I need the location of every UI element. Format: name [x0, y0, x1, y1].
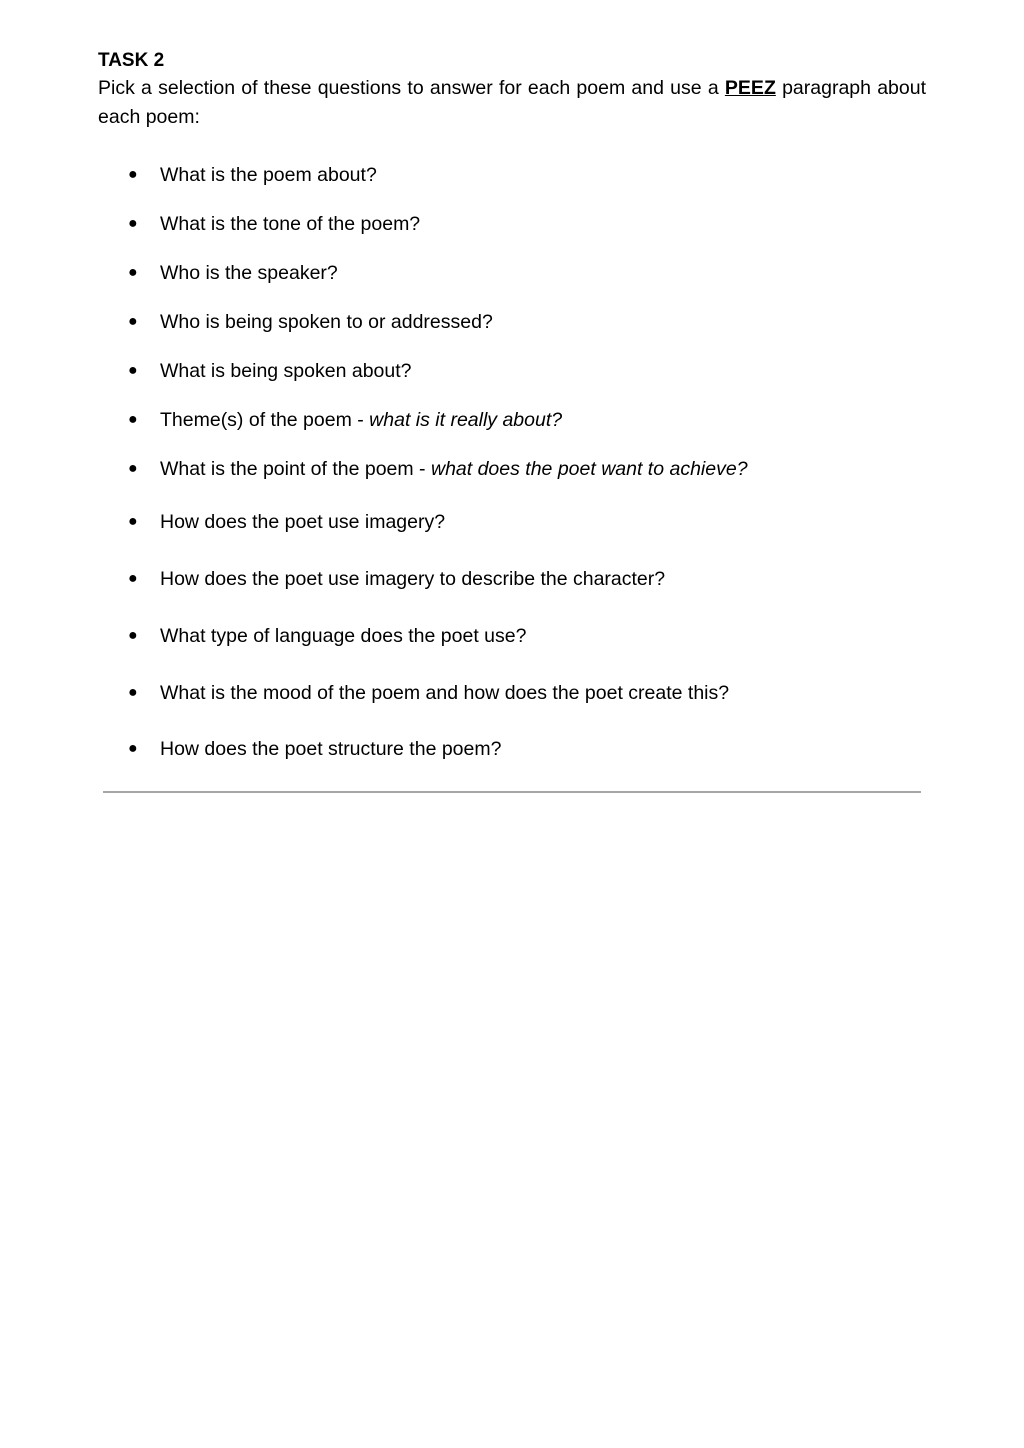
question-italic-text: what does the poet want to achieve?: [430, 458, 748, 480]
peez-term: PEEZ: [724, 77, 776, 99]
question-text: How does the poet structure the poem?: [160, 738, 502, 760]
bullet-icon: ●: [128, 313, 138, 330]
question-text: What type of language does the poet use?: [160, 625, 527, 647]
bullet-icon: ●: [128, 570, 138, 587]
bullet-icon: ●: [128, 264, 138, 281]
bullet-icon: ●: [128, 362, 138, 379]
question-text: How does the poet use imagery to describe the character?: [160, 568, 666, 590]
bullet-icon: ●: [128, 740, 138, 757]
question-text: What is the poem about?: [160, 164, 377, 186]
document-page: [98, 48, 926, 132]
question-text: What is the mood of the poem and how does the poet create this?: [160, 682, 730, 704]
bullet-icon: ●: [128, 411, 138, 428]
instructions-text-end: paragraph about each poem:: [98, 77, 926, 128]
bullet-icon: ●: [128, 684, 138, 701]
bullet-icon: ●: [128, 627, 138, 644]
question-italic-text: what is it really about?: [369, 409, 563, 431]
question-text: Who is the speaker?: [160, 262, 338, 284]
bullet-icon: ●: [128, 166, 138, 183]
task-instructions: [98, 74, 926, 132]
question-text: What is being spoken about?: [160, 360, 412, 382]
task-title: TASK 2: [98, 50, 165, 71]
bullet-icon: ●: [128, 215, 138, 232]
question-text: What is the tone of the poem?: [160, 213, 421, 235]
bullet-icon: ●: [128, 513, 138, 530]
bullet-icon: ●: [128, 460, 138, 477]
question-text: Who is being spoken to or addressed?: [160, 311, 493, 333]
question-text: Theme(s) of the poem -: [160, 409, 370, 431]
horizontal-divider: [103, 791, 921, 793]
question-text: What is the point of the poem -: [160, 458, 431, 480]
instructions-text-start: Pick a selection of these questions to answer for each poem and use a: [98, 77, 725, 99]
question-text: How does the poet use imagery?: [160, 511, 446, 533]
